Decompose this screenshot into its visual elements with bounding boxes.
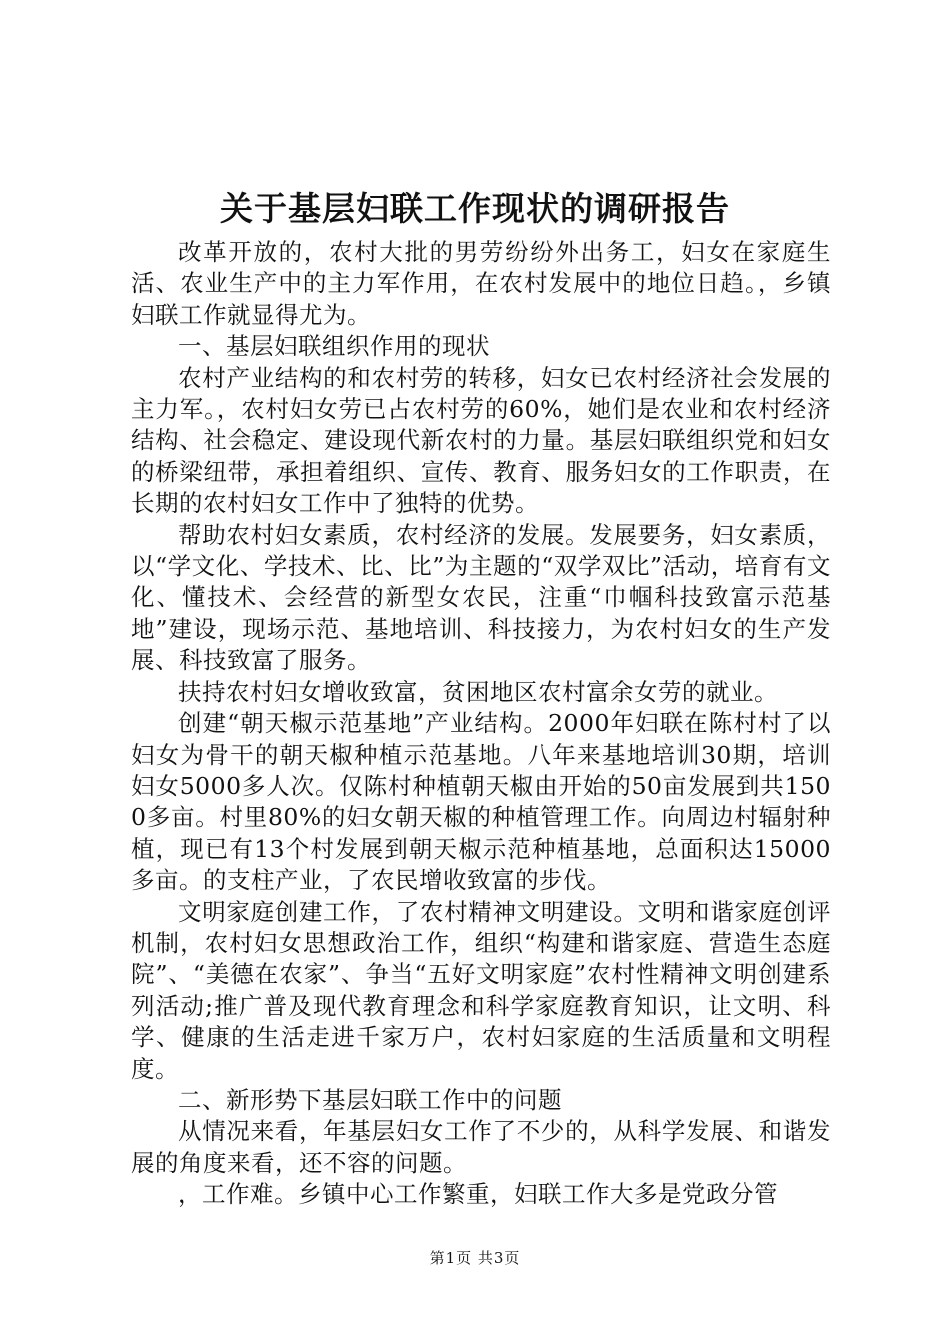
section-heading-2: 二、新形势下基层妇联工作中的问题 — [178, 1085, 562, 1114]
paragraph: 文明家庭创建工作，了农村精神文明建设。文明和谐家庭创评机制，农村妇女思想政治工作，组织“构建和谐家庭、营造生态庭院”、“美德在农家”、争当“五好文明家庭”农村性精神文明创建系列活动;推广普及现代教育理念和科学家庭教育知识，让文明、科学、健康的生活走进千家万户，农村妇家庭的生活质量和文明程度。 — [131, 897, 831, 1083]
section-heading-1: 一、基层妇联组织作用的现状 — [178, 332, 490, 361]
document-body — [131, 237, 831, 1211]
paragraph-intro: 改革开放的，农村大批的男劳纷纷外出务工，妇女在家庭生活、农业生产中的主力军作用，在农村发展中的地位日趋。，乡镇妇联工作就显得尤为。 — [131, 238, 831, 329]
paragraph: 农村产业结构的和农村劳的转移，妇女已农村经济社会发展的主力军。，农村妇女劳已占农村劳的60%，她们是农业和农村经济结构、社会稳定、建设现代新农村的力量。基层妇联组织党和妇女的桥梁纽带，承担着组织、宣传、教育、服务妇女的工作职责，在长期的农村妇女工作中了独特的优势。 — [131, 363, 831, 518]
paragraph: ，工作难。乡镇中心工作繁重，妇联工作大多是党政分管 — [178, 1180, 778, 1209]
paragraph: 帮助农村妇女素质，农村经济的发展。发展要务，妇女素质，以“学文化、学技术、比、比”为主题的“双学双比”活动，培育有文化、懂技术、会经营的新型女农民，注重“巾帼科技致富示范基地”建设，现场示范、基地培训、科技接力，为农村妇女的生产发展、科技致富了服务。 — [131, 520, 831, 675]
paragraph: 从情况来看，年基层妇女工作了不少的，从科学发展、和谐发展的角度来看，还不容的问题。 — [131, 1117, 831, 1177]
document-title: 关于基层妇联工作现状的调研报告 — [220, 189, 730, 228]
page-number-footer: 第1页 共3页 — [429, 1249, 521, 1267]
paragraph: 扶持农村妇女增收致富，贫困地区农村富余女劳的就业。 — [178, 677, 778, 706]
paragraph: 创建“朝天椒示范基地”产业结构。2000年妇联在陈村村了以妇女为骨干的朝天椒种植示范基地。八年来基地培训30期，培训妇女5000多人次。仅陈村种植朝天椒由开始的50亩发展到共1500多亩。村里80%的妇女朝天椒的种植管理工作。向周边村辐射种植，现已有13个村发展到朝天椒示范种植基地，总面积达15000多亩。的支柱产业，了农民增收致富的步伐。 — [131, 709, 831, 895]
